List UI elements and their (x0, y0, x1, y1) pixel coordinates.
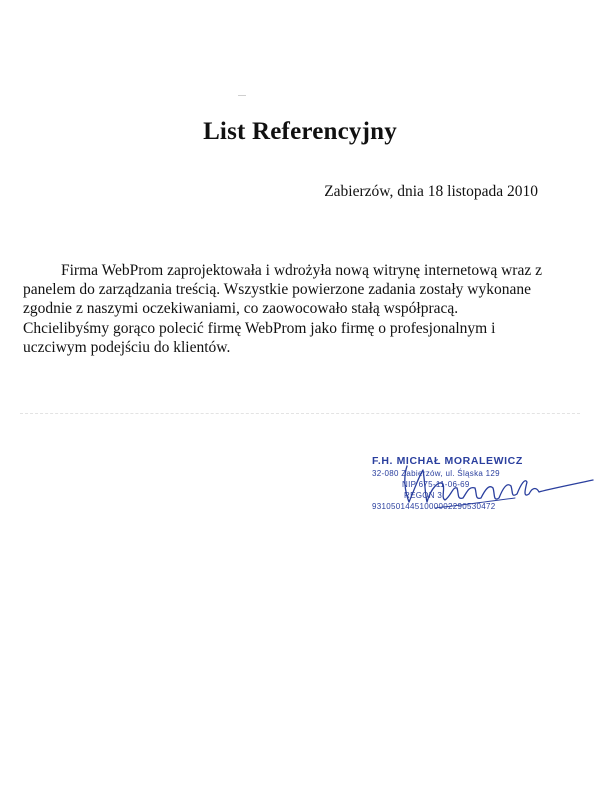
body-line: Firma WebProm zaprojektowała i wdrożyła nową witrynę internetową wraz z (61, 262, 542, 279)
stamp-company-name: F.H. MICHAŁ MORALEWICZ (372, 455, 523, 467)
body-line: panelem do zarządzania treścią. Wszystkie powierzone zadania zostały wykonane (23, 281, 531, 299)
body-line: Chcielibyśmy gorąco polecić firmę WebProm jako firmę o profesjonalnym i (23, 319, 496, 337)
stamp-regon: REGON 3 (404, 491, 443, 500)
body-line: zgodnie z naszymi oczekiwaniami, co zaowocowało stałą współpracą. (23, 300, 459, 318)
scan-artifact-line (20, 413, 580, 414)
letter-body (23, 261, 563, 357)
letter-title: List Referencyjny (203, 118, 397, 145)
handwritten-signature (395, 458, 595, 528)
date-line: Zabierzów, dnia 18 listopada 2010 (324, 183, 538, 200)
body-line: uczciwym podejściu do klientów. (23, 338, 231, 356)
stamp-account-number: 93105014451000002290530472 (372, 502, 496, 511)
stamp-address: 32-080 Zabierzów, ul. Śląska 129 (372, 469, 500, 478)
scan-speck (238, 95, 246, 96)
stamp-nip: NIP 675-11-06-69 (402, 480, 470, 489)
signature-underline (435, 498, 515, 508)
signature-stroke (405, 466, 593, 502)
